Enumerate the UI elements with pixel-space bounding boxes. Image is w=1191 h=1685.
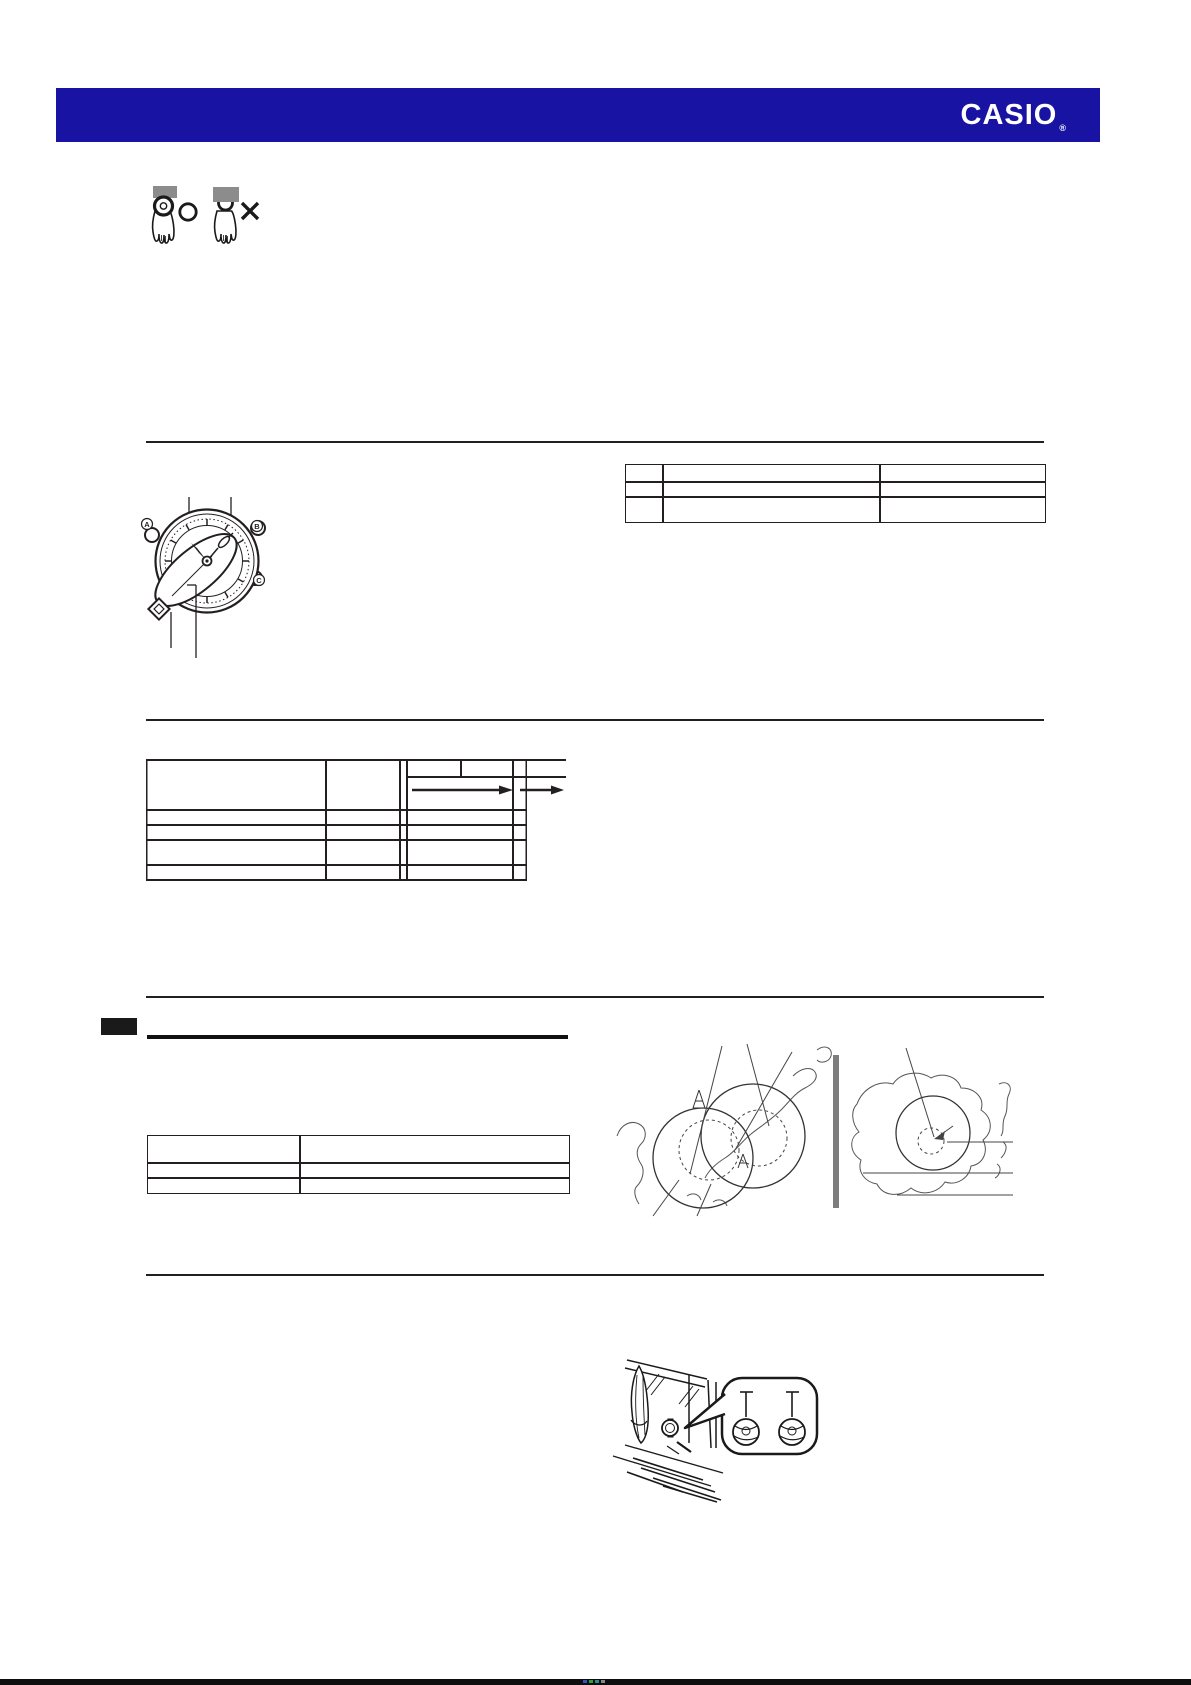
- ng-symbol: [242, 203, 258, 219]
- section-divider-4: [146, 1274, 1044, 1276]
- section-divider-1: [146, 441, 1044, 443]
- table-bottom-left: [147, 1135, 570, 1194]
- map-callout-lines: [653, 1044, 792, 1216]
- wear-ng-hand-icon: [213, 187, 239, 243]
- window-sill: [613, 1445, 723, 1486]
- section-divider-2: [146, 719, 1044, 721]
- map-callout-lines: [863, 1048, 1013, 1195]
- signal-lines: [627, 1442, 721, 1502]
- button-a-label: A: [144, 520, 150, 529]
- header-bar: [56, 88, 1100, 142]
- speech-balloon: [685, 1378, 817, 1454]
- table-mid-left: [146, 758, 570, 882]
- section-divider-3: [146, 996, 1044, 998]
- table-column-line: [662, 465, 664, 522]
- registered-mark: ®: [1059, 123, 1066, 133]
- print-edge-strip: [0, 1679, 1191, 1685]
- sleeve: [213, 187, 239, 202]
- registration-mark: [595, 1680, 599, 1683]
- watch-on-sill: [662, 1419, 678, 1437]
- wear-ok-hand-icon: [153, 186, 177, 243]
- registration-mark: [601, 1680, 605, 1683]
- button-c-label: C: [256, 576, 262, 585]
- watch-face-diagram: [138, 488, 273, 666]
- table-row-line: [148, 1177, 569, 1179]
- registration-mark: [589, 1680, 593, 1683]
- table-top-right: [625, 464, 1046, 523]
- table-row-line: [148, 1162, 569, 1164]
- ok-symbol: [180, 204, 196, 220]
- table-column-line: [299, 1136, 301, 1193]
- registration-mark: [583, 1680, 587, 1683]
- wear-guide-figure: [128, 166, 278, 251]
- japan-signal-map: [617, 1044, 831, 1216]
- table-row-line: [626, 496, 1045, 498]
- section-tag: [101, 1018, 137, 1035]
- window-reception-illustration: [575, 1280, 820, 1508]
- china-signal-map: [852, 1048, 1013, 1195]
- balloon-watch-right: [779, 1419, 805, 1445]
- signal-coverage-maps: [595, 1040, 1025, 1220]
- balloon-watch-left: [733, 1419, 759, 1445]
- heading-underline: [147, 1035, 568, 1039]
- table-row-line: [626, 481, 1045, 483]
- button-b-label: B: [254, 522, 260, 531]
- table-column-line: [879, 465, 881, 522]
- visible-watch: [155, 197, 173, 215]
- direction-arrows: [412, 786, 564, 795]
- map-divider-bar: [833, 1055, 839, 1208]
- brand-text: CASIO: [960, 99, 1058, 131]
- curtain: [631, 1366, 648, 1443]
- casio-logo: [961, 99, 1066, 137]
